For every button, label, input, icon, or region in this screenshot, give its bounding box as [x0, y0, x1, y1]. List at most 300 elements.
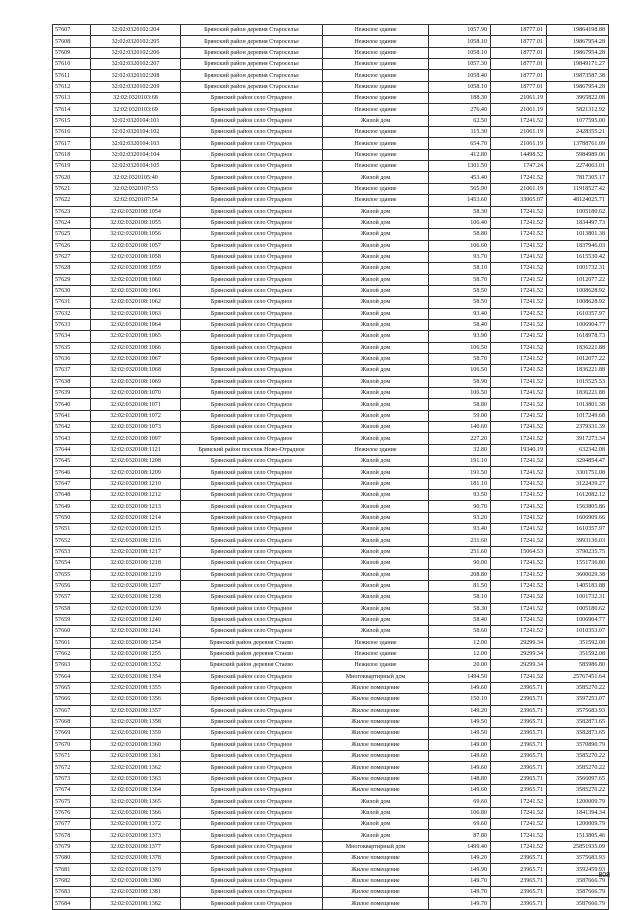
specific-value-cell: 23965.71 [491, 853, 547, 864]
row-number-cell: 57640 [53, 399, 91, 410]
address-cell: Брянский район село Отрадное [181, 422, 323, 433]
table-row [53, 127, 609, 138]
area-cell: 81.50 [429, 580, 491, 591]
address-cell: Брянский район деревня Стаево [181, 648, 323, 659]
row-number-cell: 57629 [53, 274, 91, 285]
specific-value-cell: 14498.52 [491, 149, 547, 160]
table-row [53, 785, 609, 796]
object-type-cell: Жилой дом [323, 580, 429, 591]
specific-value-cell: 17241.52 [491, 308, 547, 319]
cadastral-number-cell: 32:02:0320108:1381 [91, 887, 181, 898]
address-cell: Брянский район село Отрадное [181, 456, 323, 467]
address-cell: Брянский район село Отрадное [181, 819, 323, 830]
row-number-cell: 57682 [53, 875, 91, 886]
table-row [53, 773, 609, 784]
address-cell: Брянский район село Отрадное [181, 297, 323, 308]
cadastral-value-cell: 1606909.66 [547, 512, 609, 523]
specific-value-cell: 17241.52 [491, 353, 547, 364]
cadastral-number-cell: 32:02:0320108:1056 [91, 229, 181, 240]
table-row [53, 240, 609, 251]
specific-value-cell: 17241.52 [491, 172, 547, 183]
address-cell: Брянский район село Отрадное [181, 694, 323, 705]
cadastral-number-cell: 32:02:0320107:54 [91, 195, 181, 206]
table-row [53, 558, 609, 569]
address-cell: Брянский район село Отрадное [181, 365, 323, 376]
table-row [53, 161, 609, 172]
area-cell: 12.00 [429, 637, 491, 648]
row-number-cell: 57628 [53, 263, 91, 274]
cadastral-value-cell: 2274063.01 [547, 161, 609, 172]
address-cell: Брянский район село Отрадное [181, 569, 323, 580]
address-cell: Брянский район село Отрадное [181, 229, 323, 240]
table-row [53, 569, 609, 580]
cadastral-number-cell: 32:02:0320108:1352 [91, 660, 181, 671]
area-cell: 58.70 [429, 274, 491, 285]
cadastral-value-cell: 1013801.38 [547, 229, 609, 240]
address-cell: Брянский район село Отрадное [181, 478, 323, 489]
area-cell: 58.80 [429, 229, 491, 240]
object-type-cell: Нежилое здание [323, 183, 429, 194]
table-row [53, 217, 609, 228]
address-cell: Брянский район деревня Староселье [181, 36, 323, 47]
area-cell: 62.50 [429, 115, 491, 126]
specific-value-cell: 23965.71 [491, 739, 547, 750]
row-number-cell: 57677 [53, 819, 91, 830]
area-cell: 149.20 [429, 705, 491, 716]
address-cell: Брянский район село Отрадное [181, 342, 323, 353]
specific-value-cell: 18777.01 [491, 47, 547, 58]
table-row [53, 887, 609, 898]
specific-value-cell: 18777.01 [491, 70, 547, 81]
row-number-cell: 57617 [53, 138, 91, 149]
specific-value-cell: 17241.52 [491, 376, 547, 387]
specific-value-cell: 17241.52 [491, 217, 547, 228]
area-cell: 106.80 [429, 807, 491, 818]
cadastral-number-cell: 32:02:0320108:1354 [91, 671, 181, 682]
object-type-cell: Жилой дом [323, 422, 429, 433]
object-type-cell: Жилое помещение [323, 682, 429, 693]
area-cell: 412.80 [429, 149, 491, 160]
cadastral-number-cell: 32:02:0320102:204 [91, 25, 181, 36]
table-row [53, 739, 609, 750]
cadastral-value-cell: 1017249.68 [547, 410, 609, 421]
row-number-cell: 57621 [53, 183, 91, 194]
cadastral-number-cell: 32:02:0320108:1213 [91, 501, 181, 512]
cadastral-number-cell: 32:02:0320108:1361 [91, 751, 181, 762]
table-row [53, 705, 609, 716]
object-type-cell: Жилой дом [323, 478, 429, 489]
object-type-cell: Жилое помещение [323, 728, 429, 739]
area-cell: 191.50 [429, 467, 491, 478]
object-type-cell: Нежилое здание [323, 25, 429, 36]
cadastral-value-cell: 3566097.65 [547, 773, 609, 784]
object-type-cell: Жилой дом [323, 376, 429, 387]
area-cell: 276.40 [429, 104, 491, 115]
object-type-cell: Жилой дом [323, 308, 429, 319]
area-cell: 93.90 [429, 331, 491, 342]
table-row [53, 331, 609, 342]
table-row [53, 524, 609, 535]
cadastral-number-cell: 32:02:0320108:1382 [91, 898, 181, 909]
object-type-cell: Нежилое здание [323, 93, 429, 104]
address-cell: Брянский район деревня Староселье [181, 47, 323, 58]
cadastral-number-cell: 32:02:0320108:1362 [91, 762, 181, 773]
address-cell: Брянский район село Отрадное [181, 728, 323, 739]
area-cell: 106.40 [429, 217, 491, 228]
area-cell: 58.50 [429, 297, 491, 308]
area-cell: 149.70 [429, 887, 491, 898]
cadastral-number-cell: 32:02:0320108:1065 [91, 331, 181, 342]
cadastral-number-cell: 32:02:0320108:1058 [91, 251, 181, 262]
table-row [53, 819, 609, 830]
object-type-cell: Жилой дом [323, 433, 429, 444]
cadastral-number-cell: 32:02:0320108:1356 [91, 694, 181, 705]
row-number-cell: 57625 [53, 229, 91, 240]
table-row [53, 796, 609, 807]
address-cell: Брянский район село Отрадное [181, 558, 323, 569]
address-cell: Брянский район село Отрадное [181, 263, 323, 274]
specific-value-cell: 23965.71 [491, 682, 547, 693]
table-row [53, 716, 609, 727]
object-type-cell: Нежилое здание [323, 127, 429, 138]
area-cell: 1057.90 [429, 25, 491, 36]
specific-value-cell: 33065.07 [491, 195, 547, 206]
specific-value-cell: 23965.71 [491, 694, 547, 705]
cadastral-value-cell: 3575683.93 [547, 853, 609, 864]
area-cell: 12.00 [429, 648, 491, 659]
cadastral-value-cell: 3585270.22 [547, 785, 609, 796]
row-number-cell: 57616 [53, 127, 91, 138]
specific-value-cell: 23965.71 [491, 864, 547, 875]
row-number-cell: 57668 [53, 716, 91, 727]
cadastral-number-cell: 32:02:0320102:209 [91, 81, 181, 92]
row-number-cell: 57615 [53, 115, 91, 126]
object-type-cell: Жилой дом [323, 206, 429, 217]
row-number-cell: 57675 [53, 796, 91, 807]
object-type-cell: Жилой дом [323, 796, 429, 807]
cadastral-value-cell: 1200009.79 [547, 796, 609, 807]
row-number-cell: 57624 [53, 217, 91, 228]
cadastral-value-cell: 1837946.03 [547, 240, 609, 251]
cadastral-value-cell: 19867954.28 [547, 36, 609, 47]
row-number-cell: 57657 [53, 592, 91, 603]
area-cell: 208.80 [429, 569, 491, 580]
address-cell: Брянский район село Отрадное [181, 671, 323, 682]
area-cell: 58.30 [429, 206, 491, 217]
specific-value-cell: 17241.52 [491, 592, 547, 603]
address-cell: Брянский район деревня Староселье [181, 81, 323, 92]
table-row [53, 660, 609, 671]
cadastral-number-cell: 32:02:0320108:1254 [91, 637, 181, 648]
table-row [53, 251, 609, 262]
object-type-cell: Жилое помещение [323, 875, 429, 886]
object-type-cell: Многоквартирный дом [323, 671, 429, 682]
object-type-cell: Жилой дом [323, 229, 429, 240]
cadastral-number-cell: 32:02:0320108:1377 [91, 841, 181, 852]
table-row [53, 115, 609, 126]
object-type-cell: Жилой дом [323, 331, 429, 342]
object-type-cell: Нежилое здание [323, 47, 429, 58]
specific-value-cell: 17241.52 [491, 115, 547, 126]
row-number-cell: 57654 [53, 558, 91, 569]
table-row [53, 59, 609, 70]
cadastral-value-cell: 5984989.06 [547, 149, 609, 160]
specific-value-cell: 17241.52 [491, 841, 547, 852]
object-type-cell: Жилое помещение [323, 898, 429, 909]
area-cell: 181.10 [429, 478, 491, 489]
address-cell: Брянский район деревня Стаево [181, 637, 323, 648]
address-cell: Брянский район село Отрадное [181, 773, 323, 784]
row-number-cell: 57618 [53, 149, 91, 160]
cadastral-number-cell: 32:02:0320104:105 [91, 161, 181, 172]
specific-value-cell: 17241.52 [491, 512, 547, 523]
cadastral-value-cell: 3600029.38 [547, 569, 609, 580]
cadastral-value-cell: 351592.08 [547, 637, 609, 648]
specific-value-cell: 23965.71 [491, 762, 547, 773]
area-cell: 106.60 [429, 240, 491, 251]
object-type-cell: Жилой дом [323, 614, 429, 625]
address-cell: Брянский район село Отрадное [181, 535, 323, 546]
cadastral-value-cell: 3587666.79 [547, 875, 609, 886]
cadastral-value-cell: 1010353.07 [547, 626, 609, 637]
table-row [53, 637, 609, 648]
row-number-cell: 57641 [53, 410, 91, 421]
cadastral-value-cell: 3582873.65 [547, 716, 609, 727]
cadastral-value-cell: 7817305.17 [547, 172, 609, 183]
cadastral-number-cell: 32:02:0320108:1097 [91, 433, 181, 444]
row-number-cell: 57645 [53, 456, 91, 467]
cadastral-number-cell: 32:02:0320108:1372 [91, 819, 181, 830]
row-number-cell: 57639 [53, 388, 91, 399]
specific-value-cell: 17241.52 [491, 433, 547, 444]
object-type-cell: Жилой дом [323, 251, 429, 262]
cadastral-number-cell: 32:02:0320108:1380 [91, 875, 181, 886]
area-cell: 1058.40 [429, 70, 491, 81]
table-row [53, 36, 609, 47]
address-cell: Брянский район село Отрадное [181, 807, 323, 818]
object-type-cell: Нежилое здание [323, 195, 429, 206]
row-number-cell: 57608 [53, 36, 91, 47]
cadastral-value-cell: 1006904.77 [547, 319, 609, 330]
table-row [53, 751, 609, 762]
row-number-cell: 57674 [53, 785, 91, 796]
table-row [53, 342, 609, 353]
cadastral-number-cell: 32:02:0320108:1061 [91, 285, 181, 296]
cadastral-number-cell: 32:02:0320105:40 [91, 172, 181, 183]
cadastral-number-cell: 32:02:0320108:1066 [91, 342, 181, 353]
address-cell: Брянский район село Отрадное [181, 490, 323, 501]
object-type-cell: Жилое помещение [323, 762, 429, 773]
cadastral-number-cell: 32:02:0320103:69 [91, 104, 181, 115]
address-cell: Брянский район село Отрадное [181, 104, 323, 115]
address-cell: Брянский район село Отрадное [181, 614, 323, 625]
specific-value-cell: 17241.52 [491, 614, 547, 625]
specific-value-cell: 17241.52 [491, 830, 547, 841]
specific-value-cell: 17241.52 [491, 490, 547, 501]
area-cell: 93.50 [429, 490, 491, 501]
row-number-cell: 57664 [53, 671, 91, 682]
address-cell: Брянский район село Отрадное [181, 796, 323, 807]
specific-value-cell: 17241.52 [491, 535, 547, 546]
specific-value-cell: 17241.52 [491, 342, 547, 353]
specific-value-cell: 23965.71 [491, 875, 547, 886]
specific-value-cell: 17241.52 [491, 240, 547, 251]
specific-value-cell: 17241.52 [491, 501, 547, 512]
table-row [53, 422, 609, 433]
specific-value-cell: 18777.01 [491, 59, 547, 70]
table-row [53, 603, 609, 614]
specific-value-cell: 29299.34 [491, 660, 547, 671]
object-type-cell: Жилой дом [323, 240, 429, 251]
address-cell: Брянский район село Отрадное [181, 887, 323, 898]
specific-value-cell: 17241.52 [491, 478, 547, 489]
object-type-cell: Жилое помещение [323, 739, 429, 750]
address-cell: Брянский район село Отрадное [181, 705, 323, 716]
cadastral-number-cell: 32:02:0320108:1363 [91, 773, 181, 784]
address-cell: Брянский район деревня Староселье [181, 70, 323, 81]
row-number-cell: 57634 [53, 331, 91, 342]
area-cell: 149.60 [429, 762, 491, 773]
table-row [53, 841, 609, 852]
object-type-cell: Жилой дом [323, 115, 429, 126]
specific-value-cell: 21061.19 [491, 127, 547, 138]
address-cell: Брянский район село Отрадное [181, 183, 323, 194]
area-cell: 231.60 [429, 535, 491, 546]
cadastral-number-cell: 32:02:0320108:1238 [91, 592, 181, 603]
row-number-cell: 57684 [53, 898, 91, 909]
object-type-cell: Жилой дом [323, 399, 429, 410]
cadastral-number-cell: 32:02:0320108:1214 [91, 512, 181, 523]
specific-value-cell: 17241.52 [491, 422, 547, 433]
cadastral-number-cell: 32:02:0320107:53 [91, 183, 181, 194]
row-number-cell: 57671 [53, 751, 91, 762]
table-row [53, 853, 609, 864]
cadastral-number-cell: 32:02:0320108:1217 [91, 546, 181, 557]
object-type-cell: Жилой дом [323, 558, 429, 569]
cadastral-number-cell: 32:02:0320108:1057 [91, 240, 181, 251]
object-type-cell: Жилой дом [323, 319, 429, 330]
cadastral-number-cell: 32:02:0320108:1070 [91, 388, 181, 399]
table-row [53, 546, 609, 557]
address-cell: Брянский район деревня Староселье [181, 59, 323, 70]
area-cell: 58.10 [429, 592, 491, 603]
area-cell: 59.00 [429, 410, 491, 421]
cadastral-value-cell: 1012077.22 [547, 353, 609, 364]
cadastral-number-cell: 32:02:0320102:205 [91, 36, 181, 47]
row-number-cell: 57623 [53, 206, 91, 217]
table-row [53, 501, 609, 512]
table-row [53, 762, 609, 773]
cadastral-number-cell: 32:02:0320108:1239 [91, 603, 181, 614]
address-cell: Брянский район село Отрадное [181, 410, 323, 421]
cadastral-number-cell: 32:02:0320108:1366 [91, 807, 181, 818]
cadastral-number-cell: 32:02:0320104:104 [91, 149, 181, 160]
address-cell: Брянский район село Отрадное [181, 376, 323, 387]
cadastral-number-cell: 32:02:0320108:1212 [91, 490, 181, 501]
row-number-cell: 57648 [53, 490, 91, 501]
object-type-cell: Нежилое здание [323, 637, 429, 648]
address-cell: Брянский район село Отрадное [181, 546, 323, 557]
table-row [53, 308, 609, 319]
object-type-cell: Жилой дом [323, 217, 429, 228]
specific-value-cell: 23965.71 [491, 705, 547, 716]
row-number-cell: 57667 [53, 705, 91, 716]
area-cell: 58.30 [429, 603, 491, 614]
specific-value-cell: 17241.52 [491, 580, 547, 591]
object-type-cell: Нежилое здание [323, 70, 429, 81]
cadastral-value-cell: 19849171.27 [547, 59, 609, 70]
area-cell: 1499.40 [429, 841, 491, 852]
specific-value-cell: 17241.52 [491, 388, 547, 399]
specific-value-cell: 17241.52 [491, 558, 547, 569]
cadastral-number-cell: 32:02:0320108:1073 [91, 422, 181, 433]
address-cell: Брянский район село Отрадное [181, 512, 323, 523]
cadastral-value-cell: 48124025.71 [547, 195, 609, 206]
area-cell: 58.90 [429, 376, 491, 387]
area-cell: 58.80 [429, 399, 491, 410]
address-cell: Брянский район село Отрадное [181, 524, 323, 535]
address-cell: Брянский район село Отрадное [181, 251, 323, 262]
address-cell: Брянский район село Отрадное [181, 319, 323, 330]
specific-value-cell: 17241.52 [491, 297, 547, 308]
table-row [53, 195, 609, 206]
object-type-cell: Жилой дом [323, 603, 429, 614]
row-number-cell: 57613 [53, 93, 91, 104]
object-type-cell: Жилой дом [323, 512, 429, 523]
address-cell: Брянский район село Отрадное [181, 353, 323, 364]
address-cell: Брянский район село Отрадное [181, 195, 323, 206]
object-type-cell: Жилой дом [323, 830, 429, 841]
cadastral-value-cell: 1013801.38 [547, 399, 609, 410]
cadastral-number-cell: 32:02:0320108:1063 [91, 308, 181, 319]
row-number-cell: 57614 [53, 104, 91, 115]
table-row [53, 206, 609, 217]
specific-value-cell: 1747.24 [491, 161, 547, 172]
object-type-cell: Жилое помещение [323, 785, 429, 796]
specific-value-cell: 17241.52 [491, 456, 547, 467]
cadastral-number-cell: 32:02:0320108:1054 [91, 206, 181, 217]
area-cell: 87.80 [429, 830, 491, 841]
object-type-cell: Жилой дом [323, 365, 429, 376]
address-cell: Брянский район село Отрадное [181, 308, 323, 319]
object-type-cell: Жилое помещение [323, 694, 429, 705]
address-cell: Брянский район село Отрадное [181, 127, 323, 138]
area-cell: 149.60 [429, 682, 491, 693]
cadastral-value-cell: 3301751.08 [547, 467, 609, 478]
specific-value-cell: 19340.19 [491, 444, 547, 455]
cadastral-value-cell: 19867954.28 [547, 47, 609, 58]
cadastral-value-cell: 632342.08 [547, 444, 609, 455]
row-number-cell: 57658 [53, 603, 91, 614]
row-number-cell: 57642 [53, 422, 91, 433]
address-cell: Брянский район село Отрадное [181, 864, 323, 875]
cadastral-value-cell: 1005180.62 [547, 206, 609, 217]
specific-value-cell: 23965.71 [491, 716, 547, 727]
object-type-cell: Многоквартирный дом [323, 841, 429, 852]
cadastral-number-cell: 32:02:0320108:1378 [91, 853, 181, 864]
row-number-cell: 57660 [53, 626, 91, 637]
cadastral-value-cell: 1612082.12 [547, 490, 609, 501]
address-cell: Брянский район село Отрадное [181, 626, 323, 637]
cadastral-value-cell: 19873587.38 [547, 70, 609, 81]
object-type-cell: Жилой дом [323, 172, 429, 183]
address-cell: Брянский район село Отрадное [181, 93, 323, 104]
address-cell: Брянский район село Отрадное [181, 274, 323, 285]
area-cell: 149.00 [429, 739, 491, 750]
area-cell: 58.40 [429, 614, 491, 625]
specific-value-cell: 23965.71 [491, 773, 547, 784]
cadastral-number-cell: 32:02:0320108:1360 [91, 739, 181, 750]
